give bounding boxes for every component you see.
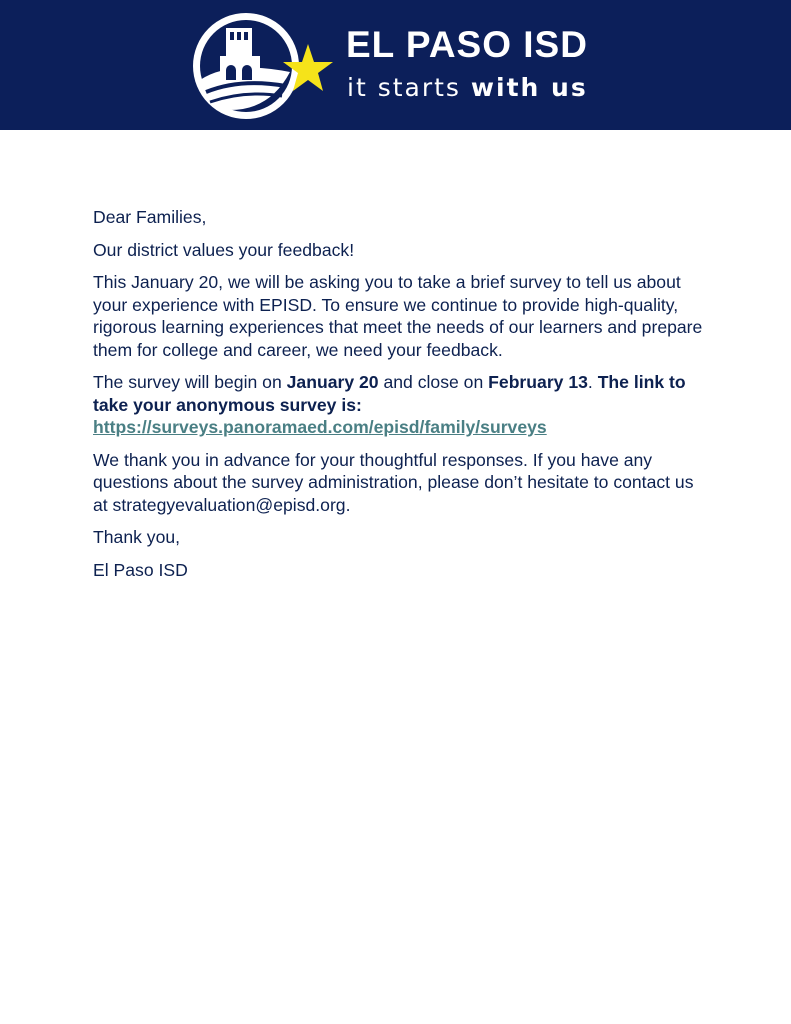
tagline-light: it starts <box>347 73 461 102</box>
survey-start-date: January 20 <box>286 372 379 392</box>
intro-line: Our district values your feedback! <box>93 239 355 260</box>
survey-paragraph: This January 20, we will be asking you to take a brief survey to tell us about your experience with EPISD. To ensure we continue to provide high-quality, rigorous learning experiences that meet the needs of our learners and prepare them for college and career, we need your feedback. <box>93 272 703 360</box>
survey-dates-paragraph <box>93 371 708 439</box>
survey-end-date: February 13 <box>488 372 588 392</box>
survey-text-period: . <box>587 372 598 392</box>
greeting: Dear Families, <box>93 207 207 227</box>
thanks-paragraph: We thank you in advance for your thoughtful responses. If you have any questions about the survey administration, please don’t hesitate to contact us at strategyevaluation@episd.org. <box>93 449 694 515</box>
brand-tagline <box>347 75 588 100</box>
header-banner <box>0 0 791 130</box>
closing: Thank you, <box>93 527 181 547</box>
district-seal-icon <box>190 10 340 122</box>
survey-link[interactable]: https://surveys.panoramaed.com/episd/family/surveys <box>93 417 547 437</box>
district-logo <box>190 10 610 122</box>
survey-link-intro: The link to take your anonymous survey is: <box>93 372 686 415</box>
brand-title: EL PASO ISD <box>346 24 588 65</box>
signature: El Paso ISD <box>93 559 188 580</box>
letter-body <box>93 206 708 591</box>
survey-text-close: and close on <box>378 372 489 392</box>
survey-text-begin: The survey will begin on <box>93 372 287 392</box>
tagline-bold: with us <box>470 73 588 102</box>
